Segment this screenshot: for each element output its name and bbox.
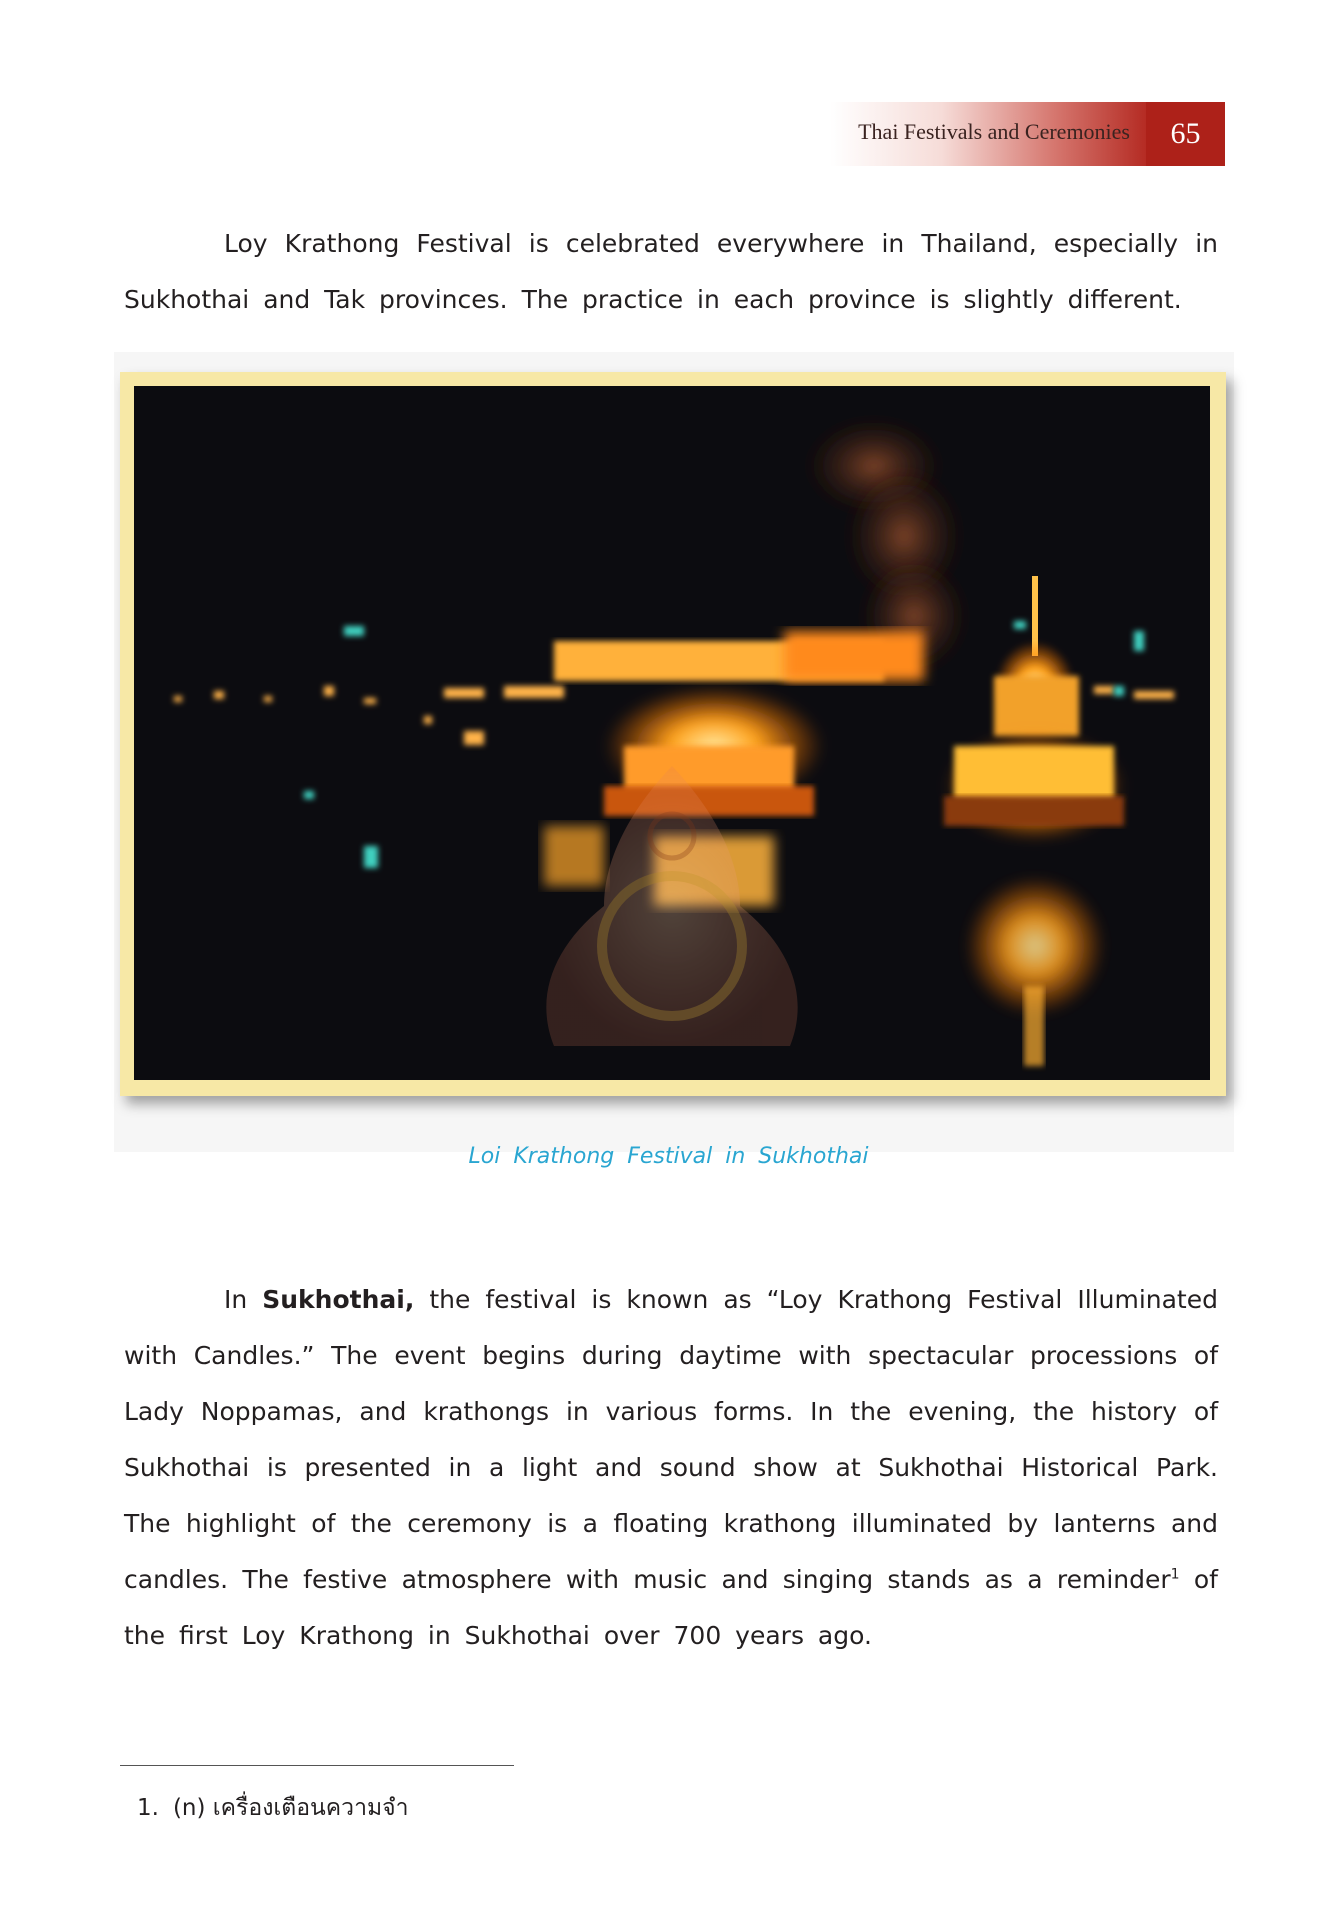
sukhothai-text-a: the festival is known as “Loy Krathong Festival Illuminated with Candles.” The event begins during daytime with spectacular processions of Lady Noppamas, and krathongs in various forms. In the evening, the history of Sukhothai is presented in a light and sound show at Sukhothai Historical Park. The highlight of the ceremony is a floating krathong illuminated by lanterns and candles. The festive atmosphere with music and singing stands as a reminder [124,1285,1218,1594]
page-number: 65 [1146,102,1225,166]
header-title: Thai Festivals and Ceremonies [858,119,1130,144]
sukhothai-text-b: of the first Loy Krathong in Sukhothai over 700 years ago. [124,1565,1218,1650]
photo-caption: Loi Krathong Festival in Sukhothai [468,1144,869,1169]
footnote-number: 1. [137,1795,159,1821]
page-header [830,102,1225,166]
sukhothai-lead: In [224,1285,248,1314]
festival-photo-illustration [134,386,1210,1080]
footnote-reference: 1 [1170,1566,1180,1583]
footnote-divider [120,1765,514,1766]
footnote [137,1790,423,1826]
sukhothai-bold-place: Sukhothai, [262,1285,415,1314]
footnote-text: (n) เครื่องเตือนความจำ [172,1795,409,1821]
intro-paragraph-text: Loy Krathong Festival is celebrated everywhere in Thailand, especially in Sukhothai and Tak provinces. The practice in each province is slightly different. [124,229,1218,314]
sukhothai-paragraph [124,1272,1218,1664]
festival-photo [134,386,1210,1080]
intro-paragraph [124,216,1218,328]
